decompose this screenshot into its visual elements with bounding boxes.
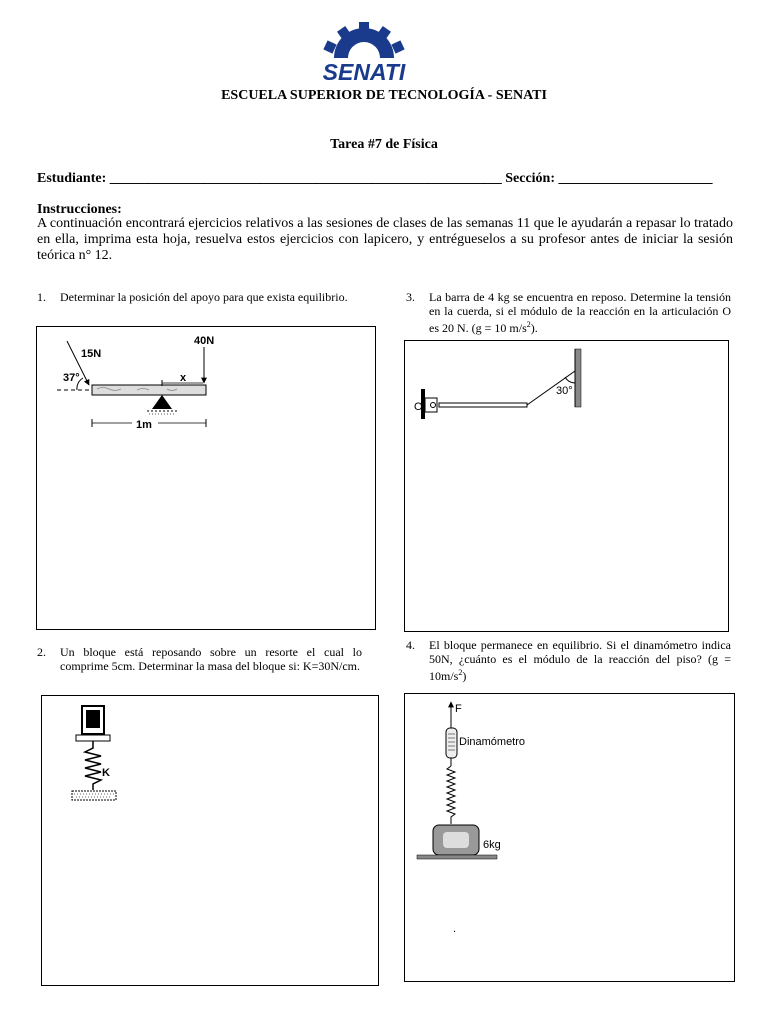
question-3-number: 3. <box>406 290 415 304</box>
question-3-text-end: ). <box>530 321 538 335</box>
question-4-sup: 2 <box>458 668 463 677</box>
dynamometer-label: Dinamómetro <box>459 736 526 748</box>
spring-k-label: K <box>102 767 110 779</box>
section-line: ______________________ <box>558 171 713 186</box>
instructions-heading: Instrucciones: <box>37 202 122 217</box>
question-2-number: 2. <box>37 645 46 659</box>
spring-plate <box>76 735 110 741</box>
question-4-text-end: ) <box>462 669 467 683</box>
school-name: ESCUELA SUPERIOR DE TECNOLOGÍA - SENATI <box>221 88 547 103</box>
angle-37-label: 37° <box>63 372 80 384</box>
spring <box>447 766 455 824</box>
question-3-answer-box <box>404 340 729 632</box>
ground <box>72 791 116 800</box>
angle-30-label: 30° <box>556 385 573 397</box>
pivot-o-label: O <box>414 401 423 413</box>
floor <box>417 855 497 859</box>
page-title: Tarea #7 de Física <box>330 137 438 152</box>
diagram-1 <box>37 327 375 629</box>
student-line: ________________________________________________________ <box>109 171 502 186</box>
diagram-3 <box>405 341 728 631</box>
senati-logo <box>312 22 416 84</box>
force-40n-label: 40N <box>194 335 215 347</box>
force-f-label: F <box>455 703 462 715</box>
question-4-answer-box <box>404 693 735 982</box>
question-2-answer-box <box>41 695 379 986</box>
diagram-2 <box>42 696 378 985</box>
wall-right <box>575 349 581 407</box>
question-1-text: Determinar la posición del apoyo para que exista equilibrio. <box>60 290 348 304</box>
force-15n-label: 15N <box>81 348 102 360</box>
question-4-text-main: El bloque permanece en equilibrio. Si el dinamómetro indica 50N, ¿cuánto es el módulo de la reacción del piso? (g = 10m/s <box>429 638 731 683</box>
dynamometer <box>446 728 457 758</box>
length-label: 1m <box>136 419 152 431</box>
question-4-number: 4. <box>406 638 415 652</box>
spring <box>85 741 101 790</box>
diagram-4 <box>405 694 734 981</box>
angle-arc <box>565 377 575 383</box>
question-3-text-main: La barra de 4 kg se encuentra en reposo. Determine la tensión en la cuerda, si el módulo de la reacción en la articulación O es 20 N. (g = 10 m/s <box>429 290 731 335</box>
question-1-number: 1. <box>37 290 46 304</box>
support-triangle <box>152 395 172 409</box>
logo-text: SENATI <box>322 59 406 84</box>
question-2-text: Un bloque está reposando sobre un resorte el cual lo comprime 5cm. Determinar la masa del bloque si: K=30N/cm. <box>60 645 362 673</box>
question-3-text <box>429 290 731 335</box>
section-label: Sección: <box>505 171 555 186</box>
student-fields <box>37 171 713 187</box>
instructions-text: A continuación encontrará ejercicios relativos a las sesiones de clases de las semanas 11 que le ayudarán a repasar lo tratado en ella, imprima esta hoja, resuelva estos ejercicios con lapicero, y entrégueselos a su profesor antes de iniciar la sesión teórica n° 12. <box>37 216 733 263</box>
stray-dot: . <box>453 923 457 935</box>
mass-label: 6kg <box>483 839 501 851</box>
question-4-text <box>429 638 731 683</box>
question-3-sup: 2 <box>526 320 531 329</box>
student-label: Estudiante: <box>37 171 107 186</box>
bar <box>439 403 527 407</box>
dist-x-label: x <box>180 372 187 384</box>
question-1-answer-box <box>36 326 376 630</box>
